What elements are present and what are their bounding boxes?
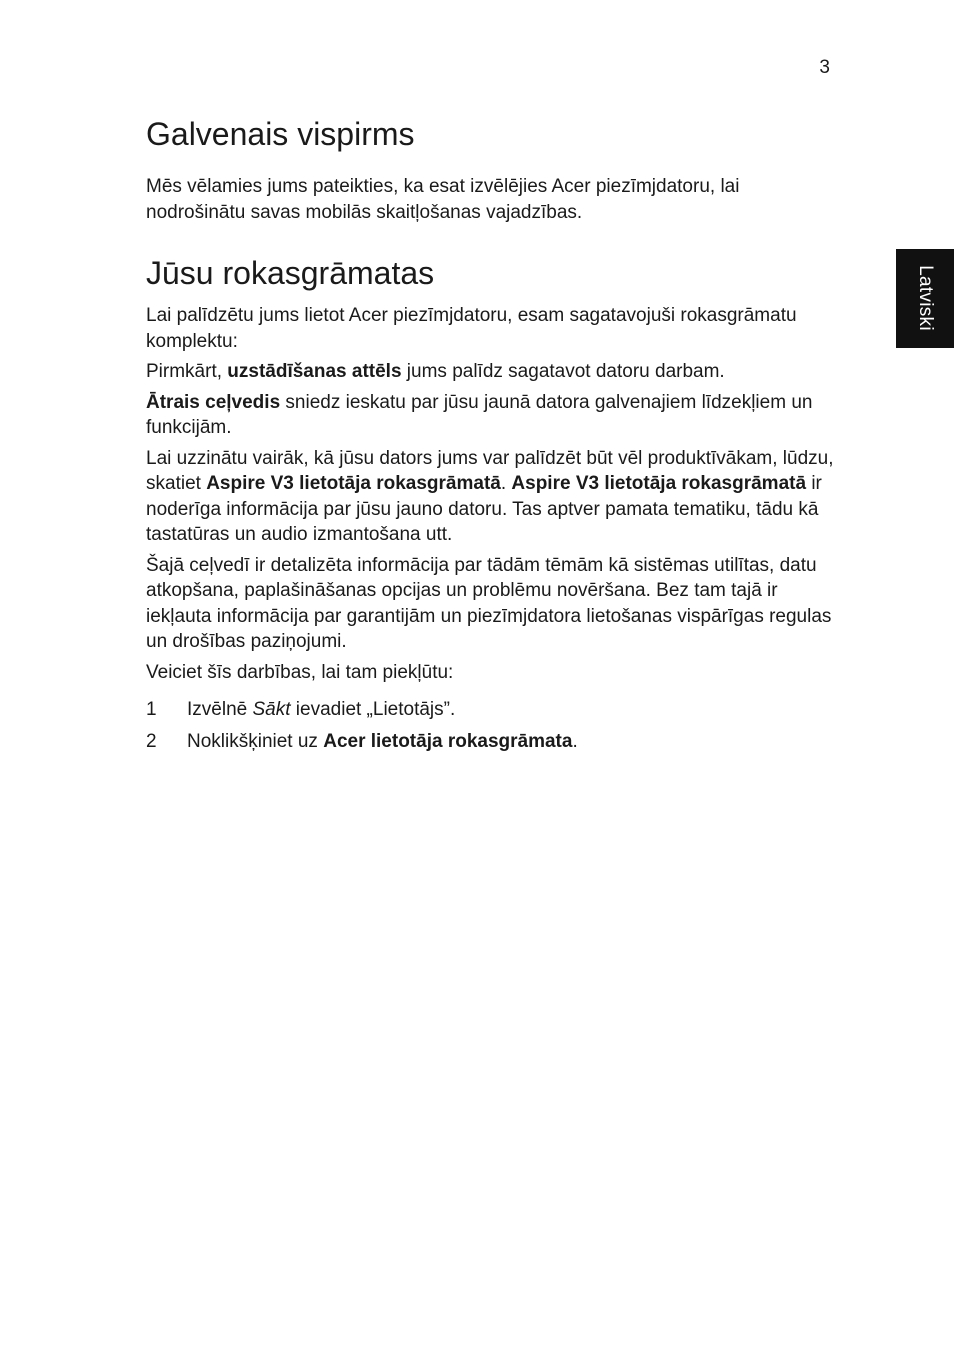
language-side-tab: [896, 249, 954, 348]
section-heading-rokasgramatas: Jūsu rokasgrāmatas: [146, 255, 435, 291]
list-item: [146, 697, 836, 723]
text-run: ievadiet „Lietotājs”.: [290, 699, 456, 720]
users-manual-paragraph: [146, 446, 836, 548]
step-number: 2: [146, 730, 157, 752]
step-text: [187, 729, 578, 755]
setup-poster-paragraph: [146, 359, 836, 385]
manuals-paragraph: Lai palīdzētu jums lietot Acer piezīmjdatoru, esam sagatavojuši rokasgrāmatu komplektu:: [146, 305, 797, 352]
step-text: [187, 697, 455, 723]
page-number: 3: [819, 57, 830, 78]
text-run: Izvēlnē: [187, 699, 253, 720]
users-manual-term: Aspire V3 lietotāja rokasgrāmatā: [511, 473, 807, 494]
text-run: .: [572, 730, 578, 752]
text-run: Pirmkārt,: [146, 361, 228, 382]
quick-guide-paragraph: [146, 390, 836, 441]
text-run: Lai uzzinātu vairāk, kā jūsu dators jums var palīdzēt būt vēl produktīvākam, lūdzu, skatiet: [146, 447, 834, 494]
setup-poster-term: uzstādīšanas attēls: [227, 361, 402, 382]
start-menu-term: Sākt: [252, 699, 291, 720]
acer-manual-term: Acer lietotāja rokasgrāmata: [323, 730, 573, 752]
step-number: 1: [146, 699, 157, 720]
steps-list: [146, 697, 836, 754]
access-steps-intro: Veiciet šīs darbības, lai tam piekļūtu:: [146, 661, 454, 683]
quick-guide-term: Ātrais ceļvedis: [146, 391, 281, 413]
text-run: ir noderīga informācija par jūsu jauno datoru. Tas aptver pamata tematiku, tādu kā tastatūras un audio izmantošana utt.: [146, 473, 822, 545]
guide-details-paragraph: Šajā ceļvedī ir detalizēta informācija par tādām tēmām kā sistēmas utilītas, datu atkopšana, paplašināšanas opcijas un problēmu novēršana. Bez tam tajā ir iekļauta informācija par garantijām un piezīmjdatora lietošanas vispārīgas regulas un drošības paziņojumi.: [146, 554, 832, 652]
text-run: Noklikšķiniet uz: [187, 730, 324, 752]
language-tab-label: Latviski: [915, 265, 936, 331]
page-content: [146, 114, 836, 760]
section-heading-galvenais: Galvenais vispirms: [146, 116, 415, 152]
intro-paragraph: Mēs vēlamies jums pateikties, ka esat izvēlējies Acer piezīmjdatoru, lai nodrošinātu savas mobilās skaitļošanas vajadzības.: [146, 176, 740, 223]
list-item: [146, 729, 836, 755]
users-manual-term: Aspire V3 lietotāja rokasgrāmatā: [206, 473, 501, 494]
text-run: sniedz ieskatu par jūsu jaunā datora galvenajiem līdzekļiem un funkcijām.: [146, 391, 813, 438]
text-run: jums palīdz sagatavot datoru darbam.: [401, 361, 725, 382]
text-run: .: [500, 473, 512, 494]
